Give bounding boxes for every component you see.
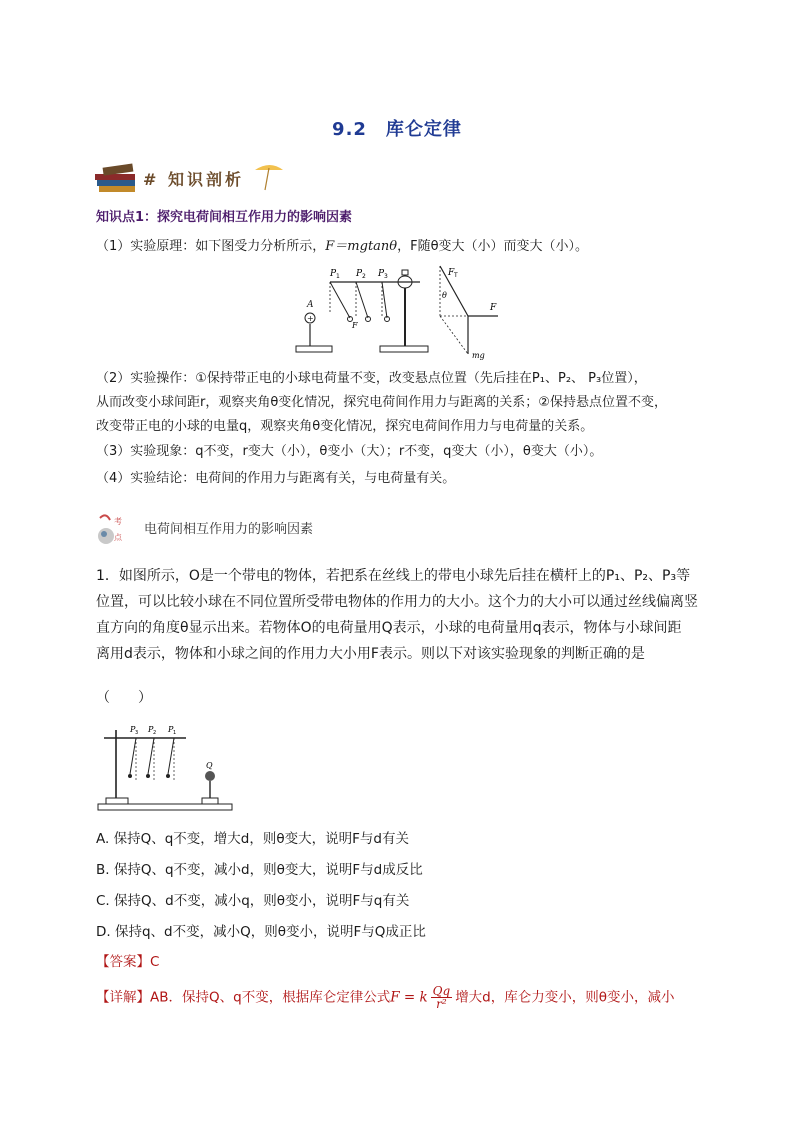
conclusion-line: （4）实验结论：电荷间的作用力与距离有关，与电荷量有关。 [96, 471, 456, 486]
svg-text:F: F [448, 268, 455, 278]
svg-text:3: 3 [384, 273, 388, 280]
svg-text:P: P [130, 725, 136, 734]
principle-suffix: ，F随θ变大（小）而变大（小）。 [397, 239, 589, 254]
badge-bottom: 点 [114, 533, 122, 542]
svg-text:+: + [307, 314, 314, 323]
experiment-figure [290, 262, 510, 362]
option-d: D. 保持q、d不变，减小Q，则θ变小，说明F与Q成正比 [96, 924, 426, 940]
svg-text:F: F [490, 303, 497, 313]
banner-label: # 知识剖析 [143, 170, 244, 189]
question-line-5: （ ） [96, 690, 152, 706]
kaodian-label: 电荷间相互作用力的影响因素 [144, 522, 314, 537]
question-line-4: 离用d表示，物体和小球之间的作用力大小用F表示。则以下对该实验现象的判断正确的是 [96, 646, 645, 662]
question-line-3: 直方向的角度θ显示出来。若物体O的电荷量用Q表示，小球的电荷量用q表示，物体与小球间距 [96, 620, 682, 636]
principle-prefix: （1）实验原理：如下图受力分析所示， [96, 239, 326, 254]
principle-line [96, 237, 706, 256]
operation-line-3: 改变带正电的小球的电量q，观察夹角θ变化情况，探究电荷间作用力与电荷量的关系。 [96, 419, 594, 434]
svg-text:Q: Q [206, 761, 213, 770]
question-line-1: 1．如图所示，O是一个带电的物体，若把系在丝线上的带电小球先后挂在横杆上的P₁、P₂、P₃等 [96, 568, 691, 584]
svg-text:T: T [454, 272, 458, 279]
svg-text:P: P [168, 725, 174, 734]
fraction-numerator: Qq [432, 984, 451, 998]
coulomb-fraction [431, 985, 453, 1010]
operation-line-1: （2）实验操作：①保持带正电的小球电荷量不变，改变悬点位置（先后挂在P₁、P₂、 P₃位置）， [96, 371, 647, 386]
question-figure [96, 718, 236, 814]
detail-line [96, 985, 706, 1010]
question-line-2: 位置，可以比较小球在不同位置所受带电物体的作用力的大小。这个力的大小可以通过丝线偏离竖 [96, 594, 698, 610]
svg-text:θ: θ [442, 291, 447, 300]
svg-text:P: P [378, 269, 385, 279]
svg-text:2: 2 [153, 730, 157, 736]
svg-text:1: 1 [336, 273, 340, 280]
kaodian-badge [96, 510, 140, 546]
knowledge-point-heading: 知识点1：探究电荷间相互作用力的影响因素 [96, 210, 353, 225]
answer: 【答案】C [96, 954, 160, 970]
svg-text:3: 3 [135, 730, 139, 736]
svg-text:2: 2 [362, 273, 366, 280]
svg-text:1: 1 [173, 730, 177, 736]
principle-formula: F＝mgtanθ [325, 239, 398, 254]
detail-suffix: 增大d，库仑力变小，则θ变小，减小 [455, 989, 675, 1006]
svg-text:mg: mg [472, 351, 485, 360]
svg-text:P: P [356, 269, 363, 279]
option-c: C. 保持Q、d不变，减小q，则θ变小，说明F与q有关 [96, 893, 410, 909]
badge-top: 考 [114, 517, 122, 526]
svg-text:P: P [148, 725, 154, 734]
operation-line-2: 从而改变小球间距r，观察夹角θ变化情况，探究电荷间作用力与距离的关系；②保持悬点位置不变， [96, 395, 667, 410]
label-A: A [307, 300, 314, 310]
svg-text:P: P [330, 269, 337, 279]
option-a: A. 保持Q、q不变，增大d，则θ变大，说明F与d有关 [96, 831, 409, 847]
fraction-denominator: r² [436, 997, 447, 1011]
page-title: 9.2 库仑定律 [332, 119, 462, 140]
detail-formula-lhs: F = k [390, 989, 428, 1006]
option-b: B. 保持Q、q不变，减小d，则θ变大，说明F与d成反比 [96, 862, 423, 878]
svg-text:F: F [352, 321, 358, 330]
detail-prefix: 【详解】AB．保持Q、q不变，根据库仑定律公式 [96, 989, 391, 1006]
phenomenon-line: （3）实验现象：q不变，r变大（小），θ变小（大）；r不变，q变大（小），θ变大（小）。 [96, 444, 603, 459]
